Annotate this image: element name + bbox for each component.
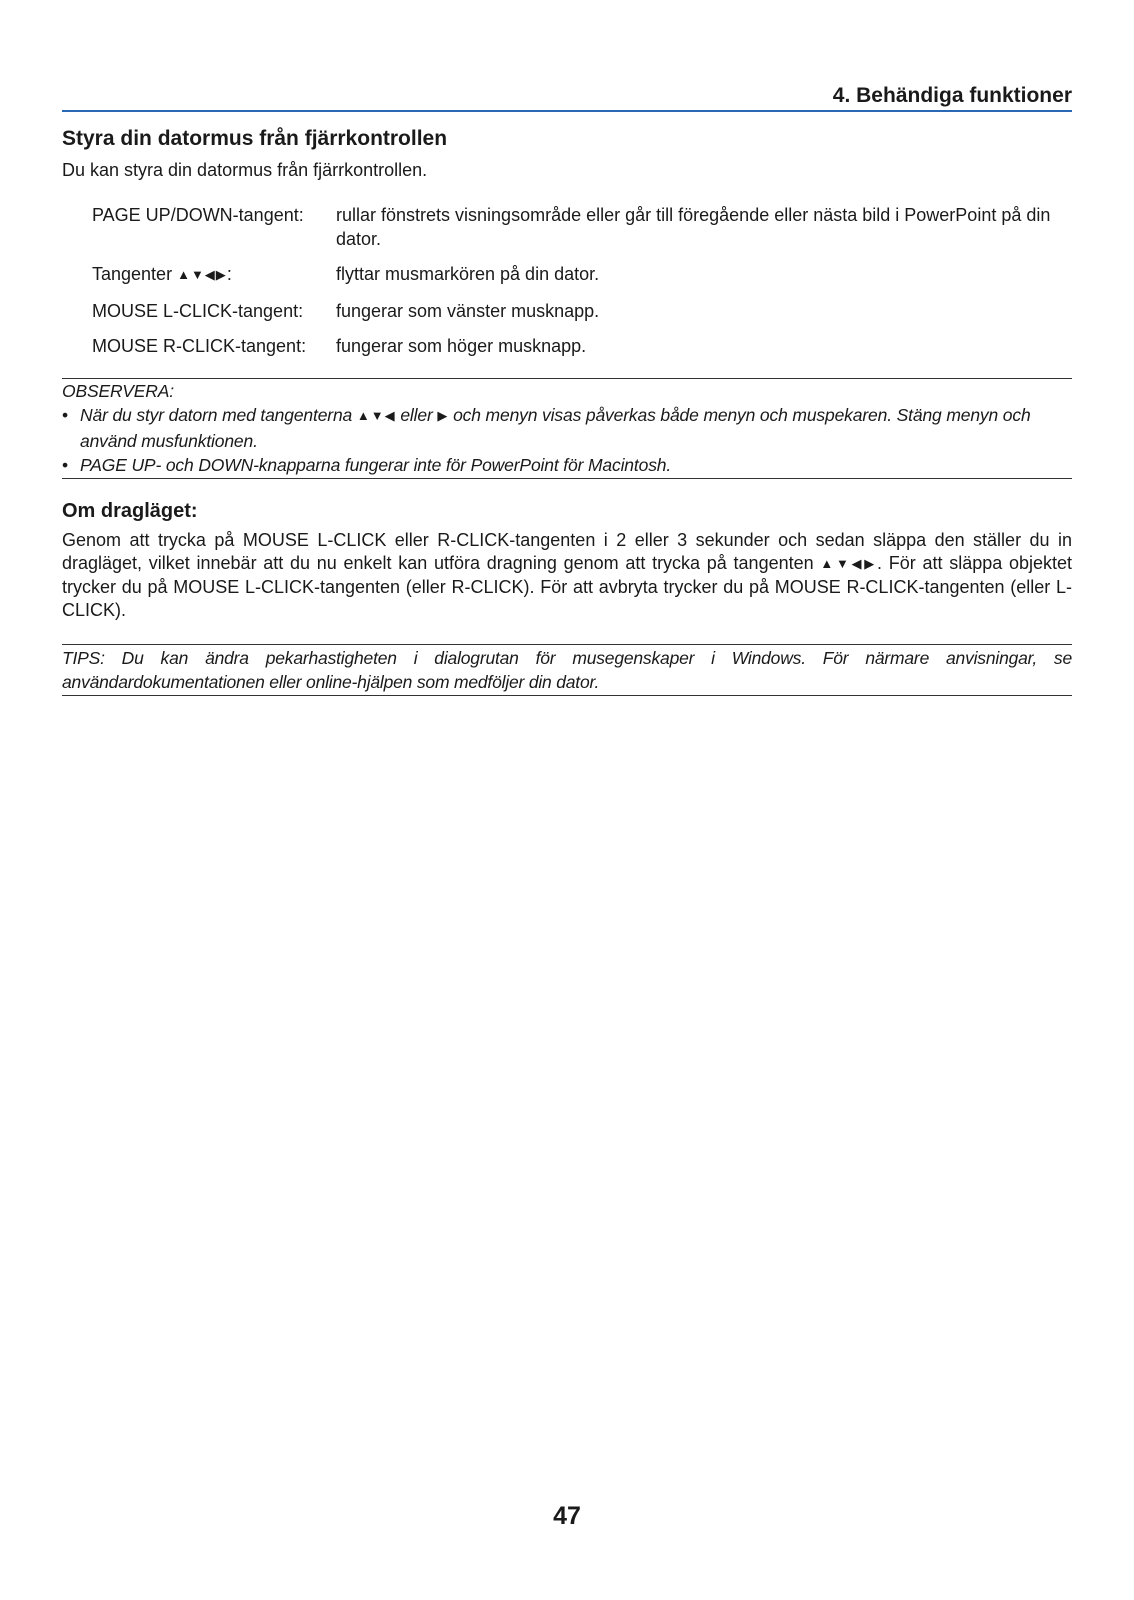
tips-box [62,644,1072,696]
key-row-arrow-keys [92,262,1072,288]
key-row-mouse-r-click [92,334,1072,358]
key-term: MOUSE R-CLICK-tangent: [92,336,307,356]
manual-page [62,0,1072,1600]
bullet-icon: • [62,455,68,475]
header-divider [62,110,1072,112]
key-description: rullar fönstrets visningsområde eller går till föregående eller nästa bild i PowerPoint på din dator. [336,205,1051,249]
note-bullet-item [62,453,1072,477]
note-bullet-item [62,403,1072,453]
note-label: OBSERVERA: [62,381,174,401]
note-text: eller [400,405,433,425]
key-description: flyttar musmarkören på din dator. [336,264,600,284]
key-description: fungerar som höger musknapp. [336,336,587,356]
arrow-keys-icon: ▲▼◀▶ [177,267,227,282]
key-term-suffix: : [226,264,232,284]
drag-mode-paragraph [62,529,1072,622]
section-title: Styra din datormus från fjärrkontrollen [62,127,448,150]
note-text: PAGE UP- och DOWN-knapparna fungerar inte för PowerPoint för Macintosh. [80,455,672,475]
section-intro: Du kan styra din datormus från fjärrkontrollen. [62,160,428,180]
right-arrow-icon: ▶ [437,408,449,423]
key-row-page-up-down [92,203,1072,251]
key-description: fungerar som vänster musknapp. [336,301,600,321]
key-term [92,262,336,288]
key-row-mouse-l-click [92,299,1072,323]
drag-mode-text: . För att släppa objektet trycker du på MOUSE L-CLICK-tangenten (eller R-CLICK). För att avbryta trycker du på MOUSE R-CLICK-tangenten (eller L-CLICK). [62,553,1073,620]
drag-mode-text: Genom att trycka på MOUSE L-CLICK eller R-CLICK-tangenten i 2 eller 3 sekunder och sedan släppa den ställer du in dragläget, vilket innebär att du nu enkelt kan utföra dragning genom att trycka på tangenten [62,530,1072,573]
note-text: När du styr datorn med tangenterna [80,405,353,425]
note-text: och menyn visas påverkas både menyn och muspekaren. Stäng menyn och använd musfunktionen. [80,405,1031,451]
key-term: PAGE UP/DOWN-tangent: [92,205,304,225]
note-box [62,378,1072,479]
bullet-icon: • [62,405,68,425]
key-term-prefix: Tangenter [92,264,173,284]
chapter-header: 4. Behändiga funktioner [832,84,1072,107]
arrow-keys-icon: ▲▼◀▶ [820,556,877,571]
key-term: MOUSE L-CLICK-tangent: [92,301,304,321]
drag-mode-title: Om dragläget: [62,500,198,522]
arrow-keys-icon: ▲▼◀ [356,408,396,423]
page-number: 47 [553,1502,581,1530]
key-definition-list [92,203,1072,369]
tips-text: TIPS: Du kan ändra pekarhastigheten i dialogrutan för musegenskaper i Windows. För närmare anvisningar, se användardokumentationen eller online-hjälpen som medföljer din dator. [62,648,1072,692]
